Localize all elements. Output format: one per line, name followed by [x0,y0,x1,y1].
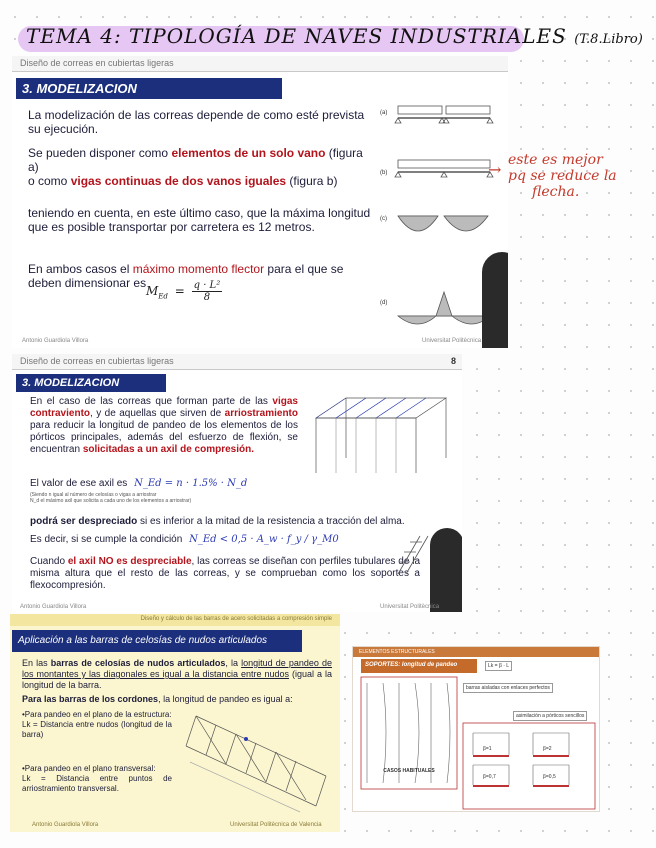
frame-4-base [533,785,569,787]
note-line-3: flecha. [532,184,580,200]
s2-p1-b: vigas contraviento [30,396,298,419]
slide-3-footer-right: Universitat Politècnica de Valencia [230,822,322,828]
p3-a: o como [28,174,71,188]
presenter-silhouette-2 [430,528,462,612]
axial-formula: N_Ed = n · 1.5% · N_d [134,478,248,489]
slide-1-header [12,56,508,72]
frame-1-base [473,755,509,757]
truss-chords [186,716,326,806]
frame-2-base [533,755,569,757]
s3-p2-a: Para las barras de los cordones [22,694,159,704]
condition-formula: N_Ed < 0,5 · A_w · f_y / γ_M0 [189,534,339,545]
slide-1-header-text: Diseño de correas en cubiertas ligeras [20,58,174,68]
frames-frame [463,723,595,809]
slide-3 [10,614,340,832]
frame-3-base [473,785,509,787]
small-note-2: N_d el máximo axil que solicita a cada uno de los elementos a arriostrar) [30,498,192,504]
slide-4 [352,646,600,812]
slide-2-page-number: 8 [450,356,456,366]
slide-2-header-text: Diseño de correas en cubiertas ligeras [20,356,174,366]
presenter-silhouette [482,252,508,348]
beta-2: β=2 [543,746,552,752]
slide-2-footer-right: Universitat Politècnica [380,604,440,610]
note-line-2: pq se reduce la [508,168,617,184]
small-note-1: (Siendo n igual al número de celosías o vigas a arriostrar [30,492,157,498]
load-a2 [446,106,490,114]
p3-b: vigas continuas de dos vanos iguales [70,174,287,188]
slide-4-header [353,647,599,657]
truss-base [190,762,300,812]
portal-frame-drawing [306,378,456,488]
purlins [336,398,426,418]
s2-p3-a: podrá ser despreciado [30,516,138,527]
slide-4-section-text: SOPORTES: longitud de pandeo [365,662,458,668]
bullet-2-title: •Para pandeo en el plano transversal: [22,764,156,773]
slide-2-footer-left: Antonio Guardiola Villora [20,604,87,610]
formula-lhs: M [146,284,159,298]
s2-p1-c: , y de aquellas que sirven de [90,408,225,419]
slide-3-bullet-1 [22,710,172,740]
s2-p1-f: solicitadas a un axil de compresión. [82,444,254,455]
slide-3-section-text: Aplicación a las barras de celosías de nudos articulados [18,635,268,646]
s2-p5-c: , las correas se diseñan con perfiles tubulares de la misma altura que el resto de las correas, y se comprueban como los soportes a flexocompresión. [30,556,420,591]
slide-1-section-title [16,78,282,99]
columns [316,398,446,473]
slide-1-p4: teniendo en cuenta, en este último caso, que la máxima longitud que es posible transportar por carretera es 12 metros. [28,206,371,234]
slide-2-p4 [30,534,360,546]
load-a1 [398,106,442,114]
s3-p1-b: barras de celosías de nudos articulados [50,658,226,668]
common-cases-label: CASOS HABITUALES [383,768,435,774]
note-title [14,16,643,58]
s3-p1-a: En las [22,658,51,668]
formula-sub: Ed [158,292,168,301]
moment-formula: $M_{Ed}$ = $\frac{\text{q · L²}}{8}$ [146,280,221,303]
slide-1-p2 [28,146,368,174]
supports-b [395,172,493,177]
formula-num: q · L² [193,280,221,291]
title-ref: (T.8.Libro) [574,32,643,47]
slide-3-bullet-2 [22,764,172,794]
p5-c: para el que se deben dimensionar es [28,262,344,290]
bullet-1-def: Lk = Distancia entre nudos (longitud de la barra) [22,720,172,739]
slide-2-p2 [30,478,310,490]
moment-d [398,292,490,324]
isolated-bars-label: barras aisladas con enlaces perfectos [463,683,553,693]
slide-2-p5 [30,556,420,592]
p2-a: Se pueden disponer como [28,146,172,160]
slide-2-p3 [30,516,460,528]
slide-3-p1 [22,658,332,691]
ladder [398,536,428,574]
supports-a [395,118,493,123]
formula-den: 8 [203,292,211,303]
s2-p1-d: arriostramiento [224,408,298,419]
slide-1-footer-right: Universitat Politècnica [422,338,482,344]
fig-label-b: (b) [380,170,388,176]
slide-2-header [12,354,462,370]
p2-b: elementos de un solo vano [171,146,326,160]
note-line-1: este es mejor [508,152,603,168]
p5-b: máximo momento flector [132,262,265,276]
slide-2-small-note [30,492,290,504]
slide-3-p2 [22,694,332,705]
s3-p1-c: , la [225,658,242,668]
slide-3-header-text: Diseño y cálculo de las barras de acero solicitadas a compresión simple [140,616,332,622]
buckling-formula: Lk = β · L [485,661,512,671]
slide-3-header [10,614,340,626]
bullet-1-title: •Para pandeo en el plano de la estructura: [22,710,172,719]
fig-label-c: (c) [380,216,387,222]
slide-4-header-text: ELEMENTOS ESTRUCTURALES [359,649,435,655]
slide-3-footer-left: Antonio Guardiola Villora [32,822,99,828]
node-marker [244,737,248,741]
note-arrow-icon: → [488,160,502,179]
slide-1-footer-left: Antonio Guardiola Villora [22,338,89,344]
inner-columns [336,418,396,473]
p5-a: En ambos casos el [28,262,133,276]
s2-p1-a: En el caso de las correas que forman parte de las [30,396,273,407]
load-b [398,160,490,168]
slide-2-section-title [16,374,166,392]
slide-1-p3 [28,174,368,188]
s2-p1-e: para reducir la longitud de pandeo de los elementos de los pórticos principales, además del esfuerzo de flexión, se encuentran [30,420,298,455]
s2-p5-b: el axil NO es despreciable [67,556,192,567]
p2-c: (figura a) [28,146,363,174]
slide-1-p1: La modelización de las correas depende de como esté prevista su ejecución. [28,108,365,136]
simple-frames-label: asimilación a pórticos sencillos [513,711,587,721]
slide-4-section-title [361,659,477,673]
fig-label-a: (a) [380,110,388,116]
s2-p3-b: si es inferior a la mitad de la resistencia a tracción del alma. [137,516,405,527]
slide-3-section-title [12,630,302,652]
beta-4: β=0,5 [543,774,556,780]
truss-drawing [176,706,336,816]
handwritten-note [508,152,617,200]
title-main: TEMA 4: TIPOLOGÍA DE NAVES INDUSTRIALES [26,24,567,48]
slide-1 [12,56,508,348]
s3-p2-b: , la longitud de pandeo es igual a: [158,694,293,704]
s2-p4-text: Es decir, si se cumple la condición [30,534,183,545]
s2-p5-a: Cuando [30,556,68,567]
title-text [26,24,643,48]
bullet-2-def: Lk = Distancia entre puntos de arriostramiento transversal. [22,774,172,793]
fig-label-d: (d) [380,300,388,306]
beta-3: β=0,7 [483,774,496,780]
s2-p2-text: El valor de ese axil es [30,478,128,489]
s3-p1-e: (igual a la longitud de la barra. [22,669,332,690]
slide-2 [12,354,462,612]
slide-1-section-text: 3. MODELIZACION [22,81,137,96]
column-buckling-diagrams [353,673,600,812]
s3-p1-d: longitud de pandeo de los montantes y las diagonales es igual a la distancia entre nudos [22,658,332,679]
moment-c1 [398,216,438,231]
beta-1: β=1 [483,746,492,752]
slide-2-p1 [30,396,298,456]
slide-2-section-text: 3. MODELIZACION [22,377,120,389]
p3-c: (figura b) [286,174,338,188]
moment-c2 [444,216,488,231]
